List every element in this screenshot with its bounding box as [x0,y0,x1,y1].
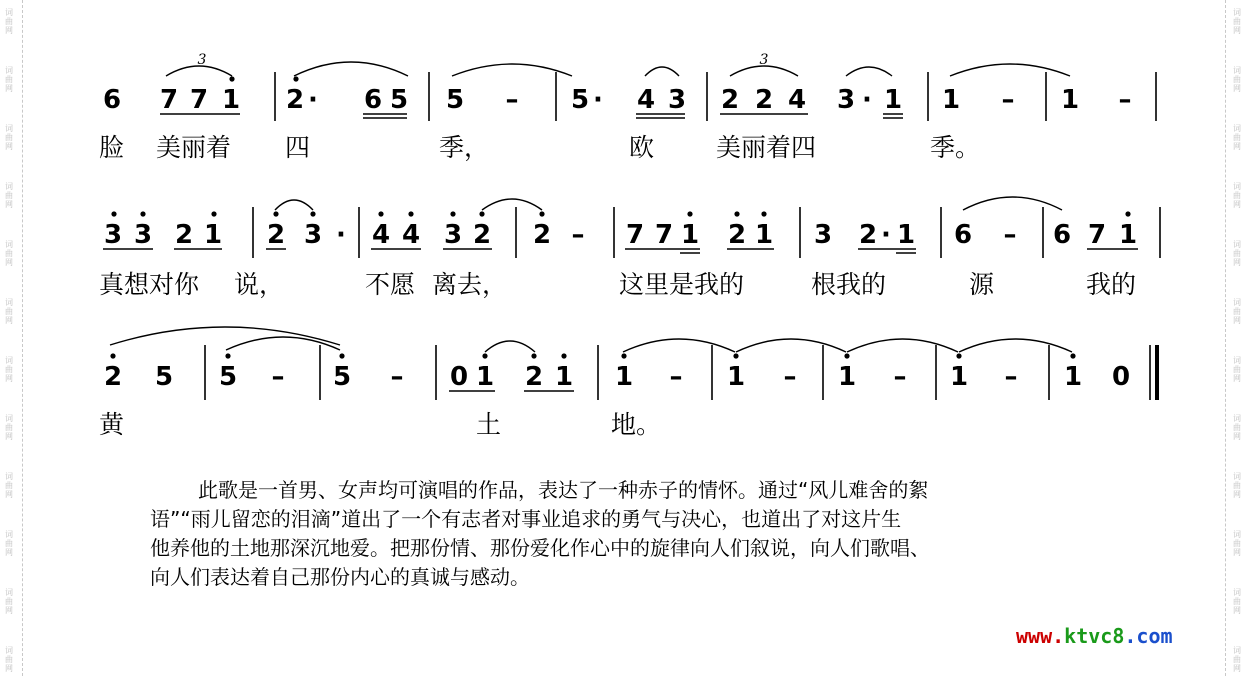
note: 7 [654,220,674,250]
note: 1 [554,362,574,392]
note: 1 [475,362,495,392]
edge-watermark: 词 曲 网 [1233,472,1241,499]
note: 3 [303,220,323,250]
high-octave-dot [687,211,692,216]
high-octave-dot [450,211,455,216]
note: · [336,220,346,250]
note: 3 [443,220,463,250]
high-octave-dot [561,353,566,358]
note: 1 [680,220,700,250]
high-octave-dot [539,211,544,216]
slur [736,339,846,352]
note: 6 [953,220,973,250]
note: 1 [754,220,774,250]
slur [226,337,340,350]
slur [482,199,542,210]
note: 4 [371,220,391,250]
note: – [893,362,907,392]
edge-watermark: 词 曲 网 [5,124,13,151]
lyric: 我的 [1086,270,1137,299]
note: – [1004,362,1018,392]
edge-watermark: 词 曲 网 [1233,8,1241,35]
edge-watermark: 词 曲 网 [1233,356,1241,383]
slur [950,64,1070,76]
slur [110,327,340,345]
lyric: 真想对你 [99,270,200,299]
edge-watermark: 词 曲 网 [5,182,13,209]
triplet-mark: 3 [197,52,207,68]
lyric: 说， [234,270,285,299]
high-octave-dot [408,211,413,216]
note: 4 [401,220,421,250]
high-octave-dot [531,353,536,358]
note: 2 [174,220,194,250]
note: 3 [103,220,123,250]
note: – [1003,220,1017,250]
note: 1 [1060,85,1080,115]
note: 5 [389,85,409,115]
note: · [862,85,872,115]
note: 1 [221,85,241,115]
note: 3 [813,220,833,250]
high-octave-dot [339,353,344,358]
high-octave-dot [761,211,766,216]
site-watermark-part: .com [1124,624,1173,648]
note: 5 [445,85,465,115]
note: · [308,85,318,115]
high-octave-dot [293,76,298,81]
lyric: 美丽着四 [716,133,817,162]
edge-watermark: 词 曲 网 [5,8,13,35]
note: 4 [787,85,807,115]
high-octave-dot [273,211,278,216]
edge-watermark: 词 曲 网 [1233,414,1241,441]
note: 1 [883,85,903,115]
note: – [1118,85,1132,115]
note: 2 [858,220,878,250]
slur [847,339,958,352]
note: 7 [189,85,209,115]
edge-watermark: 词 曲 网 [1233,182,1241,209]
high-octave-dot [734,211,739,216]
note: – [271,362,285,392]
note: 2 [720,85,740,115]
note: 5 [154,362,174,392]
description-line: 向人们表达着自己那份内心的真诚与感动。 [150,565,530,589]
site-watermark-part: ktvc8 [1064,624,1125,648]
edge-watermark: 词 曲 网 [1233,240,1241,267]
note: 7 [159,85,179,115]
note: – [571,220,585,250]
note: 1 [949,362,969,392]
note: 2 [524,362,544,392]
note: 0 [1111,362,1131,392]
note: 3 [133,220,153,250]
note: 1 [614,362,634,392]
note: 6 [363,85,383,115]
note: 5 [218,362,238,392]
edge-watermark: 词 曲 网 [5,240,13,267]
edge-watermark: 词 曲 网 [5,414,13,441]
edge-watermark: 词 曲 网 [5,472,13,499]
site-watermark [1016,624,1173,648]
note: 3 [667,85,687,115]
song-description [150,476,1130,592]
edge-watermark: 词 曲 网 [1233,66,1241,93]
note: 2 [727,220,747,250]
description-line: 他养他的土地那深沉地爱。把那份情、那份爱化作心中的旋律向人们叙说，向人们歌唱、 [150,536,930,560]
high-octave-dot [378,211,383,216]
slur [959,339,1072,352]
note: · [881,220,891,250]
high-octave-dot [482,353,487,358]
note: 2 [754,85,774,115]
note: 1 [941,85,961,115]
edge-watermark: 词 曲 网 [1233,588,1241,615]
high-octave-dot [479,211,484,216]
high-octave-dot [229,76,234,81]
lyric: 源 [969,270,995,299]
note: · [593,85,603,115]
edge-watermark: 词 曲 网 [5,356,13,383]
note: 5 [332,362,352,392]
note: – [1001,85,1015,115]
note: 0 [449,362,469,392]
note: 1 [1063,362,1083,392]
high-octave-dot [1125,211,1130,216]
lyric: 这里是我的 [619,270,745,299]
slur [846,67,892,76]
note: 1 [203,220,223,250]
high-octave-dot [310,211,315,216]
note: 2 [285,85,305,115]
slur [275,200,313,210]
high-octave-dot [1070,353,1075,358]
note: 4 [636,85,656,115]
edge-watermark: 词 曲 网 [5,298,13,325]
note: – [390,362,404,392]
description-line: 语”“雨儿留恋的泪滴”道出了一个有志者对事业追求的勇气与决心，也道出了对这片生 [150,507,902,531]
note: 1 [726,362,746,392]
edge-watermark: 词 曲 网 [1233,298,1241,325]
lyric: 不愿 [365,270,416,299]
triplet-mark: 3 [759,52,769,68]
lyric: 季， [439,133,490,162]
edge-watermark: 词 曲 网 [1233,124,1241,151]
high-octave-dot [225,353,230,358]
note: 2 [532,220,552,250]
note: 7 [625,220,645,250]
high-octave-dot [211,211,216,216]
high-octave-dot [110,353,115,358]
note: 5 [570,85,590,115]
edge-watermark: 词 曲 网 [1233,646,1241,673]
lyric: 黄 [99,410,125,439]
description-line: 此歌是一首男、女声均可演唱的作品，表达了一种赤子的情怀。通过“风儿难舍的絮 [198,478,929,502]
slur [294,62,408,76]
note: 6 [1052,220,1072,250]
note: 1 [837,362,857,392]
note: 1 [896,220,916,250]
note: 2 [103,362,123,392]
high-octave-dot [140,211,145,216]
edge-watermark: 词 曲 网 [5,530,13,557]
high-octave-dot [621,353,626,358]
note: 1 [1118,220,1138,250]
note: 7 [1087,220,1107,250]
lyric: 欧 [629,133,655,162]
edge-watermark: 词 曲 网 [5,588,13,615]
high-octave-dot [111,211,116,216]
high-octave-dot [844,353,849,358]
lyric: 脸 [99,133,125,162]
slur [452,64,572,76]
edge-watermark: 词 曲 网 [5,646,13,673]
note: – [669,362,683,392]
lyric: 土 [476,410,502,439]
lyric: 根我的 [811,270,887,299]
edge-watermark: 词 曲 网 [1233,530,1241,557]
lyric: 离去， [432,270,508,299]
note: – [505,85,519,115]
note: – [783,362,797,392]
lyric: 地。 [611,410,662,439]
slur [645,67,679,76]
note: 3 [836,85,856,115]
high-octave-dot [733,353,738,358]
lyric: 季。 [930,133,981,162]
lyric: 四 [285,133,311,162]
site-watermark-part: www. [1016,624,1065,648]
slur [963,197,1062,210]
high-octave-dot [956,353,961,358]
note: 6 [102,85,122,115]
slur [485,341,535,352]
note: 2 [266,220,286,250]
edge-watermark: 词 曲 网 [5,66,13,93]
note: 2 [472,220,492,250]
slur [623,339,735,352]
lyric: 美丽着 [156,133,232,162]
